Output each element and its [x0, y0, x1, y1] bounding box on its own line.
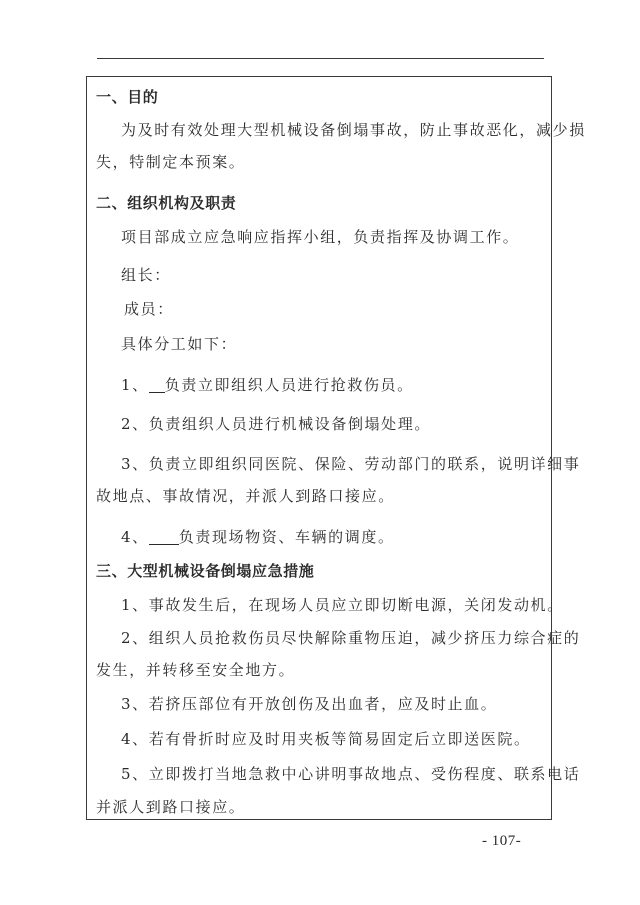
- group-members-label: 成员：: [124, 300, 174, 318]
- section-1-paragraph-line-1: 为及时有效处理大型机械设备倒塌事故，防止事故恶化，减少损: [121, 121, 586, 139]
- page-number: - 107-: [482, 833, 522, 849]
- duty-item-1: [121, 376, 414, 394]
- duty-item-3-line-2: 故地点、事故情况，并派人到路口接应。: [96, 487, 395, 505]
- measure-2-line-2: 发生，并转移至安全地方。: [96, 661, 296, 679]
- duty-1-text: 负责立即组织人员进行抢救伤员。: [164, 376, 414, 394]
- division-of-work-intro: 具体分工如下：: [121, 335, 238, 353]
- duty-item-3-line-1: 3、负责立即组织同医院、保险、劳动部门的联系，说明详细事: [121, 455, 581, 473]
- duty-4-number: 4、: [121, 528, 149, 546]
- section-1-paragraph-line-2: 失，特制定本预案。: [96, 153, 246, 171]
- measure-5-line-1: 5、立即拨打当地急救中心讲明事故地点、受伤程度、联系电话: [121, 765, 581, 783]
- duty-4-blank: [149, 530, 179, 545]
- section-1-heading: 一、目的: [96, 88, 159, 106]
- group-leader-label: 组长：: [121, 266, 171, 284]
- section-2-intro: 项目部成立应急响应指挥小组，负责指挥及协调工作。: [121, 228, 520, 246]
- duty-item-4: [121, 528, 395, 546]
- section-2-heading: 二、组织机构及职责: [96, 194, 237, 212]
- duty-4-text: 负责现场物资、车辆的调度。: [178, 528, 395, 546]
- measure-1: 1、事故发生后，在现场人员应立即切断电源，关闭发动机。: [121, 596, 564, 614]
- section-3-heading: 三、大型机械设备倒塌应急措施: [96, 562, 315, 580]
- header-rule: [97, 58, 544, 59]
- duty-1-blank: [149, 378, 165, 393]
- measure-2-line-1: 2、组织人员抢救伤员尽快解除重物压迫，减少挤压力综合症的: [121, 629, 581, 647]
- duty-item-2: 2、负责组织人员进行机械设备倒塌处理。: [121, 415, 431, 433]
- duty-1-number: 1、: [121, 376, 149, 394]
- measure-5-line-2: 并派人到路口接应。: [96, 798, 246, 816]
- measure-3: 3、若挤压部位有开放创伤及出血者，应及时止血。: [121, 695, 498, 713]
- measure-4: 4、若有骨折时应及时用夹板等简易固定后立即送医院。: [121, 730, 531, 748]
